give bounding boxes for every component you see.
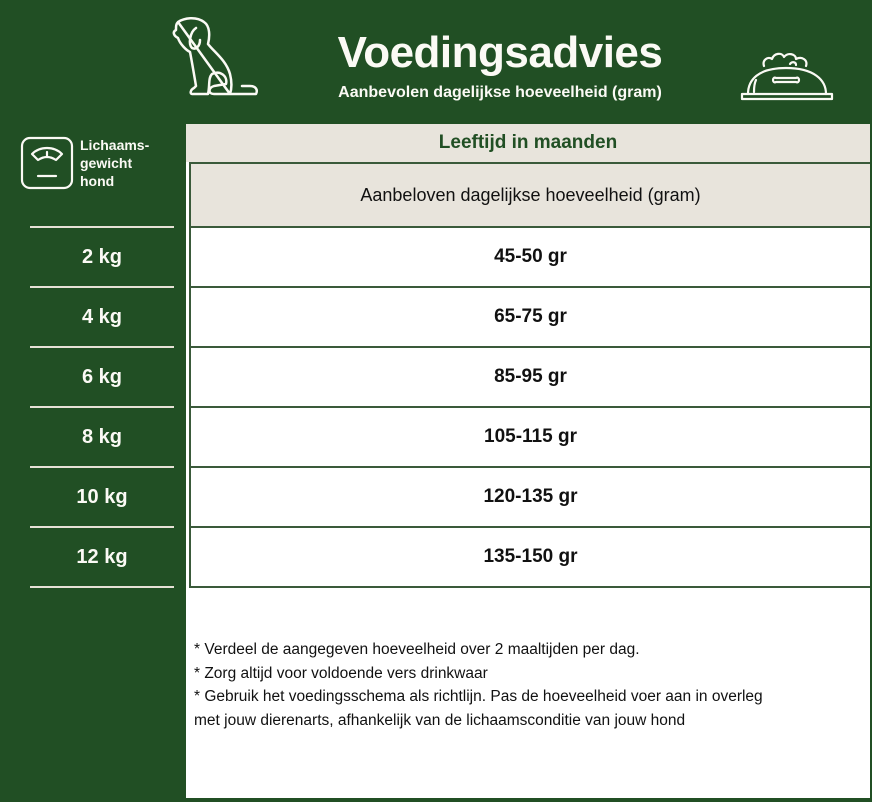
note-line: met jouw dierenarts, afhankelijk van de lichaamsconditie van jouw hond [194,711,686,729]
label-line: Lichaams- [80,137,150,153]
amount-header: Aanbeloven dagelijkse hoeveelheid (gram) [189,162,870,226]
note-line: * Zorg altijd voor voldoende vers drinkwaar [194,664,488,682]
weight-row: 2 kg [30,226,174,286]
weight-row: 10 kg [30,466,174,526]
table-row: 105-115 gr [189,406,870,466]
weight-row: 8 kg [30,406,174,466]
notes [194,638,870,732]
weight-header-label [80,136,180,190]
table-row: 135-150 gr [189,526,870,588]
table-row: 120-135 gr [189,466,870,526]
weight-list [30,226,174,588]
scale-icon [20,136,74,190]
note-line: * Verdeel de aangegeven hoeveelheid over 2 maaltijden per dag. [194,641,640,658]
label-line: hond [80,173,115,189]
table-row: 45-50 gr [189,226,870,286]
page-title: Voedingsadvies [337,28,663,77]
table-row: 85-95 gr [189,346,870,406]
food-bowl-icon [738,50,836,106]
feeding-table [186,124,870,798]
table-row: 65-75 gr [189,286,870,346]
label-line: gewicht [80,155,133,171]
page-subtitle: Aanbevolen dagelijkse hoeveelheid (gram) [338,84,662,101]
weight-row: 12 kg [30,526,174,588]
dog-icon [170,14,260,106]
note-line: * Gebruik het voedingsschema als richtlijn. Pas de hoeveelheid voer aan in overleg [194,688,763,705]
weight-row: 6 kg [30,346,174,406]
weight-row: 4 kg [30,286,174,346]
age-header: Leeftijd in maanden [186,124,870,162]
